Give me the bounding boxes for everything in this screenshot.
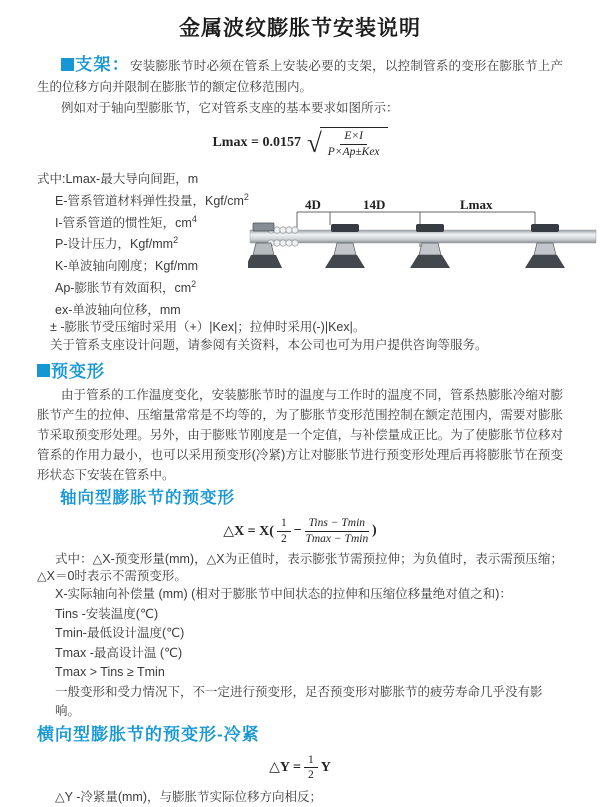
consulting-note: 关于管系支座设计问题，请参阅有关资料，本公司也可为用户提供咨询等服务。: [50, 337, 488, 352]
fraction-denominator: P×Ap±Kex: [327, 145, 380, 158]
definition-line: K-单波轴向刚度；Kgf/mm: [55, 259, 199, 274]
dimension-label-lmax: Lmax: [460, 197, 493, 212]
note-line: 一般变形和受力情况下，不一定进行预变形，足否预变形对膨胀节的疲劳寿命几乎没有影响。: [55, 684, 543, 719]
pipe-support-diagram: [248, 197, 598, 292]
note-line: Tmax > Tins ≥ Tmin: [55, 665, 165, 680]
dimension-label-4d: 4D: [305, 197, 321, 212]
formula-lhs: △Y =: [269, 760, 301, 776]
dimension-label-14d: 14D: [363, 197, 386, 212]
axial-shizhong-note: 式中：△X-预变形量(mm)，△X为正值时，表示膨张节需预拉伸；为负值时，表示需预压缩；△X＝0时表示不需预变形。: [37, 552, 563, 584]
lateral-note-line: △Y -冷紧量(mm)，与膨胀节实际位移方向相反；: [55, 789, 323, 804]
definition-line: 式中:Lmax-最大导向间距，m: [37, 172, 199, 187]
formula-rhs: ): [372, 523, 377, 539]
formula-rhs: Y: [320, 759, 331, 775]
axial-predeform-formula: [0, 514, 600, 548]
lateral-subsection-heading: 横向型膨胀节的预变形-冷紧: [37, 724, 260, 744]
definition-line: P-设计压力，Kgf/$mm^2$: [55, 235, 179, 252]
sqrt-radical-icon: √: [306, 128, 322, 158]
note-line: X-实际轴向补偿量 (mm) (相对于膨胀节中间状态的拉伸和压缩位移量绝对值之和)：: [55, 587, 512, 602]
fraction-half: $\frac{1}{2}$: [277, 516, 291, 547]
fraction: [328, 129, 380, 160]
page-title: 金属波纹膨胀节安装说明: [179, 17, 421, 40]
support-lead-text: 安装膨胀节时必须在管系上安装必要的支架，以控制管系的变形在膨胀节上产生的位移方向并限制在膨胀节的额定位移范围内。: [37, 59, 563, 94]
predeform-section-heading: 预变形: [37, 361, 563, 383]
support-section-heading: 支架：: [75, 55, 130, 74]
fraction-numerator: E×I: [340, 129, 367, 145]
note-line: Tmin-最低设计温度(℃): [55, 626, 185, 641]
definition-line: I-管系管道的惯性矩，$cm^4$: [55, 213, 197, 230]
definition-line: ± -膨胀节受压缩时采用（+）|Kex|；拉伸时采用(-)|Kex|。: [50, 320, 366, 335]
predeform-body-text: 由于管系的工作温度变化，安装膨胀节时的温度与工作时的温度不同，管系热膨胀冷缩对膨胀节产生的拉伸、压缩量常常是不均等的，为了膨胀节变形范围控制在额定范围内，需要对膨胀节采取预变形处理。另外，由于膨账节刚度是一个定值，与补偿量成正比。为了使膨胀节位移对管系的作用力最小，也可以采用预变形(冷紧)方让对膨胀节进行预变形处理后再将膨胀节在预变形状态下安装在管系中。: [37, 388, 563, 483]
support-example-text: 例如对于轴向型膨胀节，它对管系支座的基本要求如图所示：: [61, 101, 399, 115]
lateral-predeform-formula: [0, 753, 600, 783]
note-line: Tins -安装温度(℃): [55, 606, 159, 621]
support-lead-paragraph: [37, 54, 563, 98]
fraction-half: $\frac{1}{2}$: [304, 753, 318, 784]
definition-line: ex-单波轴向位移，mm: [55, 302, 181, 317]
section-marker-icon: [61, 58, 74, 71]
lmax-formula: [0, 125, 600, 161]
note-line: Tmax -最高设计温 (℃): [55, 645, 183, 660]
definition-line: Ap-膨胀节有效面积，$cm^2$: [55, 278, 197, 295]
section-marker-icon: [37, 364, 50, 377]
formula-lhs: △X = X(: [223, 523, 274, 539]
formula-coefficient: Lmax = 0.0157: [212, 135, 301, 150]
temperature-fraction: $\frac{\text{Tins − Tmin}}{Tmax - Tmin}$: [305, 517, 369, 545]
minus-operator: −: [293, 523, 302, 539]
axial-subsection-heading: 轴向型膨胀节的预变形: [60, 489, 235, 508]
definition-line: E-管系管道材料弹性投量，Kgf/$cm^2$: [55, 191, 249, 208]
radical-body: [320, 127, 388, 160]
